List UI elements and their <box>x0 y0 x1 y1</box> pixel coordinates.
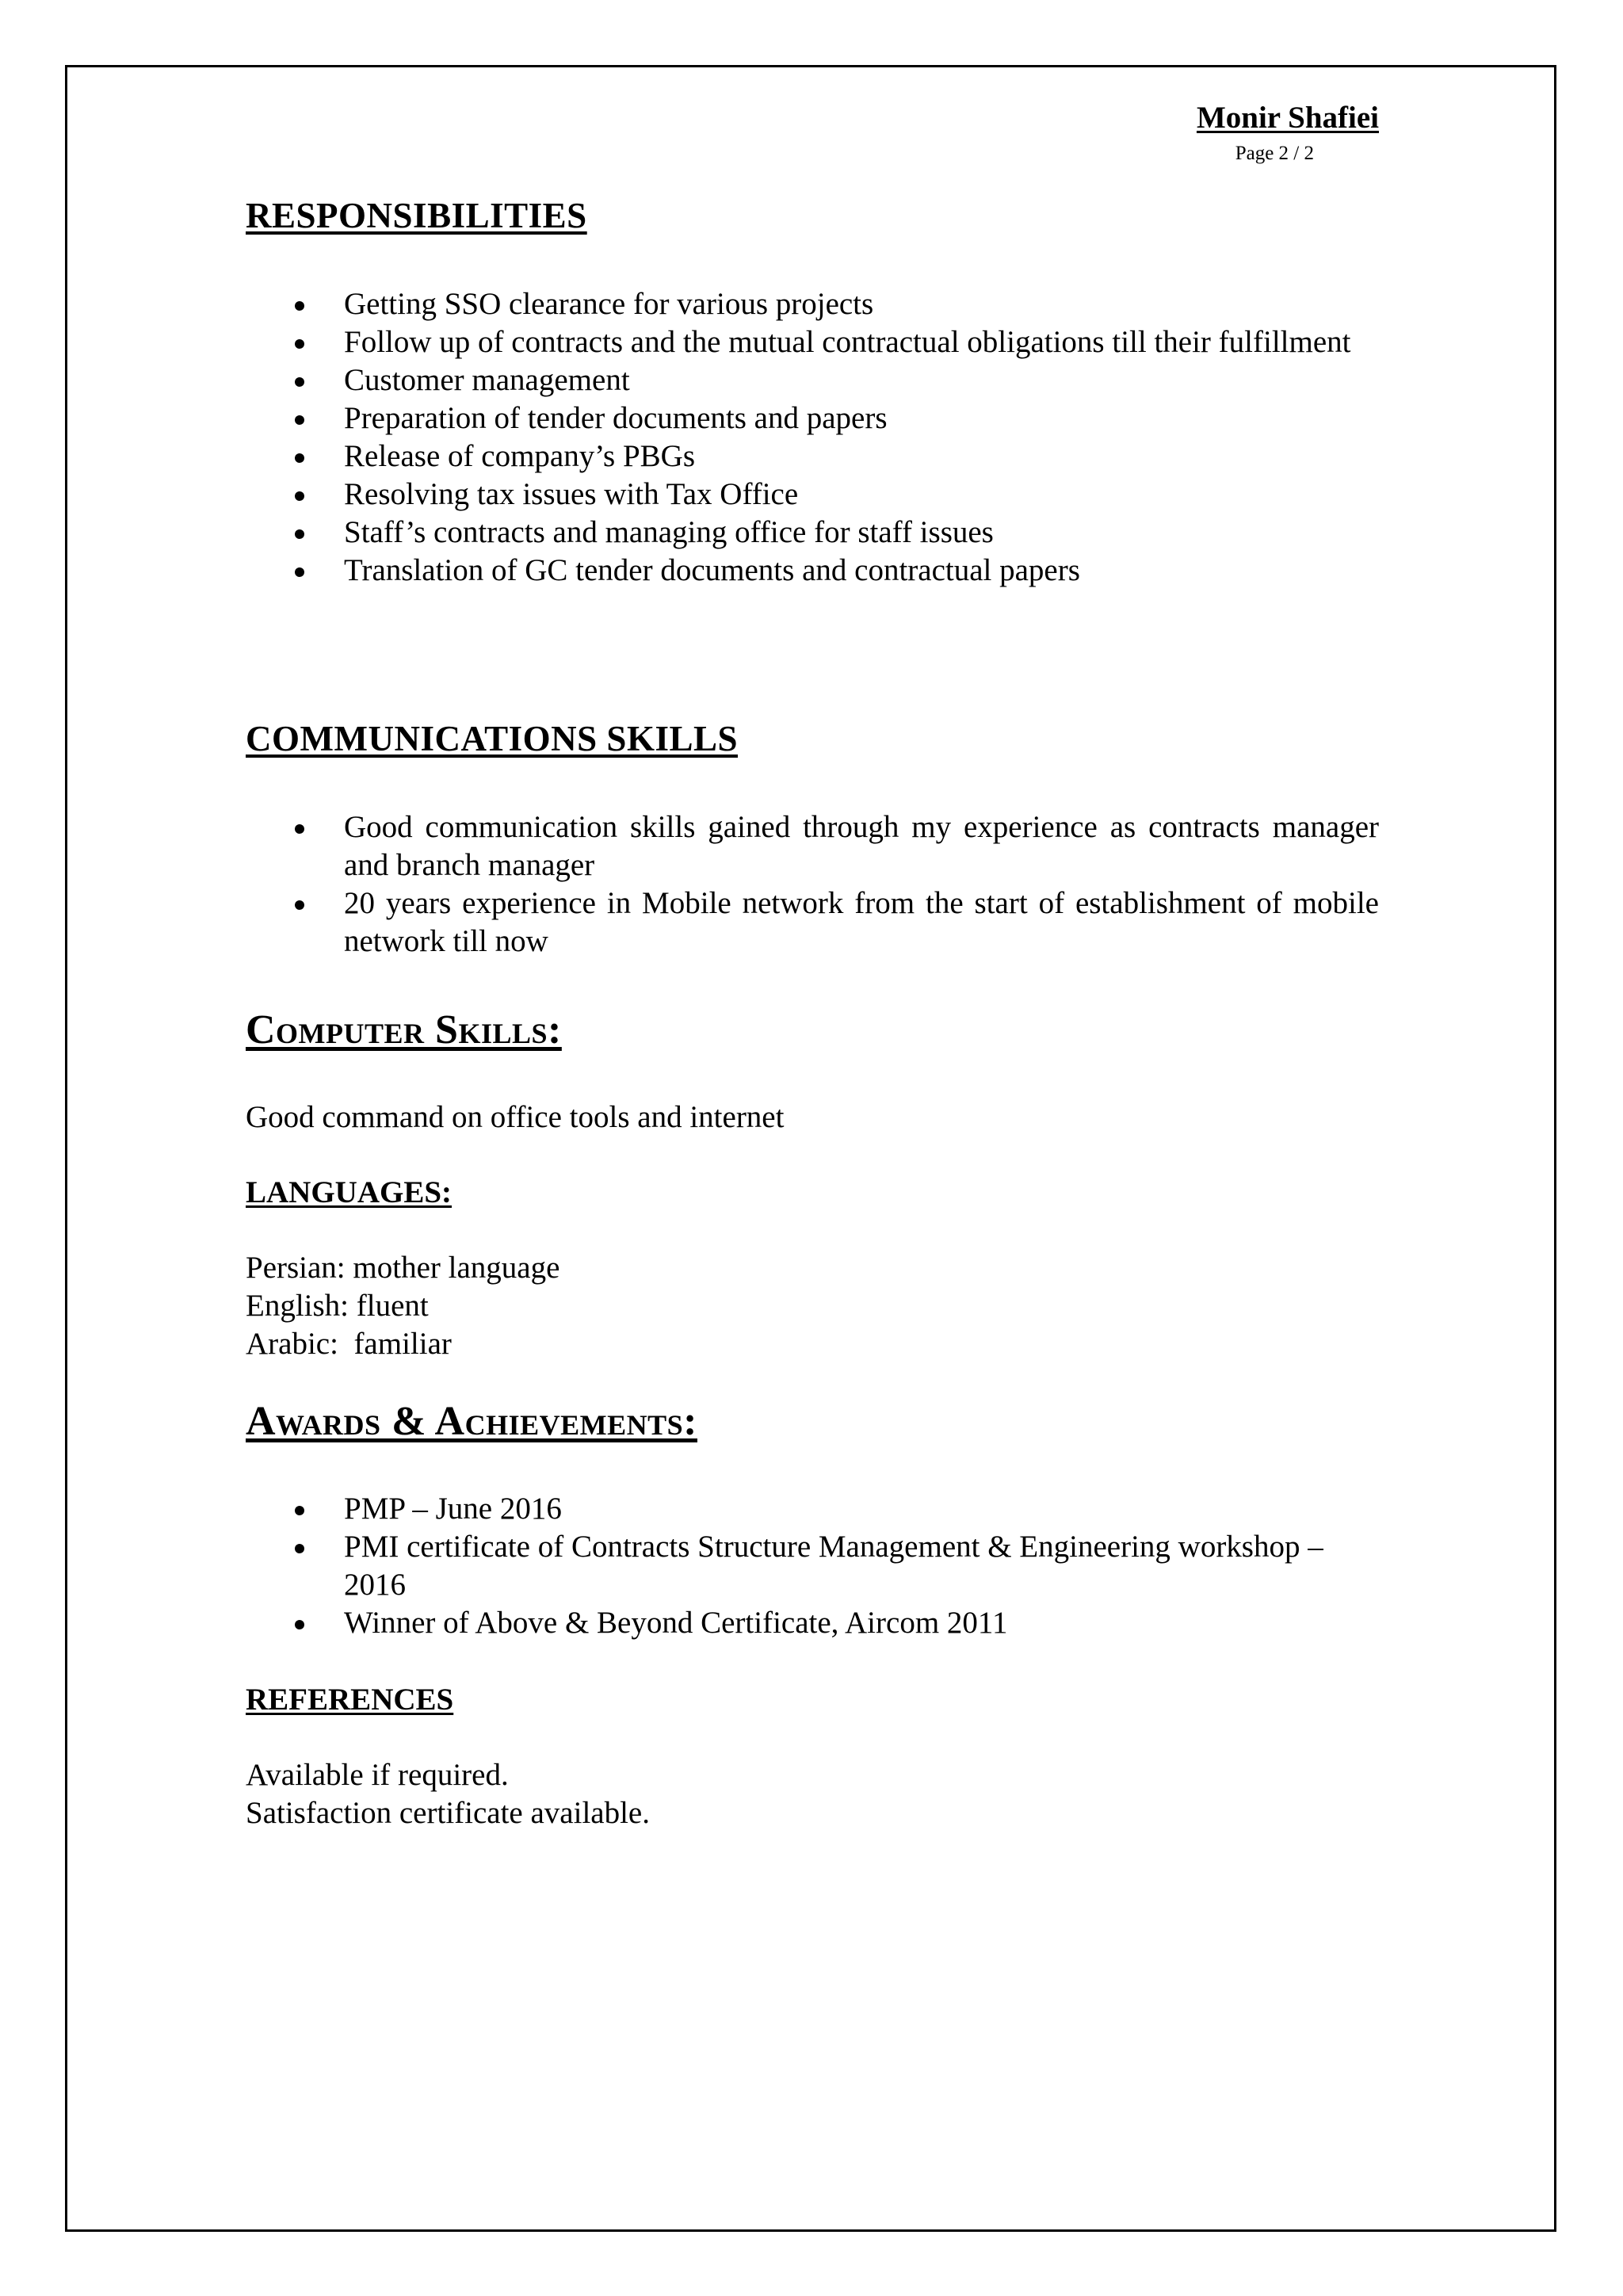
bullet-icon <box>295 301 304 311</box>
reference-line: Available if required. <box>246 1758 509 1792</box>
computer-section <box>246 1007 1379 1053</box>
communications-list <box>246 808 1379 961</box>
bullet-icon <box>295 567 304 577</box>
list-item: Good communication skills gained through my experience as contracts manager and branch manager <box>246 808 1379 884</box>
languages-section <box>246 1175 1379 1210</box>
list-item: Translation of GC tender documents and contractual papers <box>246 552 1379 590</box>
list-item: Winner of Above & Beyond Certificate, Aircom 2011 <box>246 1604 1379 1642</box>
list-item: 20 years experience in Mobile network from the start of establishment of mobile network till now <box>246 884 1379 961</box>
references-heading: REFERENCES <box>246 1683 454 1717</box>
computer-text: Good command on office tools and internet <box>246 1100 785 1134</box>
languages-lines <box>246 1249 1379 1363</box>
header-name: Monir Shafiei <box>1196 101 1379 135</box>
awards-section <box>246 1398 1379 1445</box>
list-item: PMP – June 2016 <box>246 1490 1379 1528</box>
list-item: Customer management <box>246 361 1379 399</box>
bullet-icon <box>295 453 304 463</box>
bullet-icon <box>295 1506 304 1515</box>
list-item: Resolving tax issues with Tax Office <box>246 476 1379 514</box>
bullet-icon <box>295 415 304 425</box>
bullet-icon <box>295 339 304 349</box>
awards-list-wrap <box>246 1490 1379 1642</box>
responsibilities-section <box>246 195 1379 236</box>
bullet-icon <box>295 491 304 501</box>
responsibilities-heading: RESPONSIBILITIES <box>246 196 587 235</box>
page-number: Page 2 / 2 <box>1235 143 1314 164</box>
bullet-icon <box>295 900 304 910</box>
responsibilities-list <box>246 285 1379 590</box>
computer-heading: Computer Skills: <box>246 1007 562 1052</box>
bullet-icon <box>295 1620 304 1629</box>
list-item: Preparation of tender documents and papers <box>246 399 1379 437</box>
references-lines <box>246 1756 1379 1832</box>
bullet-icon <box>295 1544 304 1553</box>
responsibilities-list-wrap <box>246 285 1379 590</box>
language-line: Arabic: familiar <box>246 1327 452 1361</box>
bullet-icon <box>295 377 304 387</box>
awards-heading: Awards & Achievements: <box>246 1399 697 1444</box>
reference-line: Satisfaction certificate available. <box>246 1796 650 1830</box>
awards-list <box>246 1490 1379 1642</box>
list-item: Release of company’s PBGs <box>246 437 1379 476</box>
list-item: PMI certificate of Contracts Structure Management & Engineering workshop – 2016 <box>246 1528 1379 1604</box>
bullet-icon <box>295 824 304 834</box>
list-item: Staff’s contracts and managing office for staff issues <box>246 514 1379 552</box>
list-item: Follow up of contracts and the mutual contractual obligations till their fulfillment <box>246 323 1379 361</box>
language-line: English: fluent <box>246 1289 429 1323</box>
language-line: Persian: mother language <box>246 1251 560 1285</box>
communications-list-wrap <box>246 808 1379 961</box>
communications-heading: COMMUNICATIONS SKILLS <box>246 719 739 758</box>
list-item: Getting SSO clearance for various projects <box>246 285 1379 323</box>
communications-section <box>246 718 1379 759</box>
languages-heading: LANGUAGES: <box>246 1175 453 1209</box>
computer-text-wrap <box>246 1098 1379 1137</box>
references-section <box>246 1682 1379 1717</box>
bullet-icon <box>295 529 304 539</box>
